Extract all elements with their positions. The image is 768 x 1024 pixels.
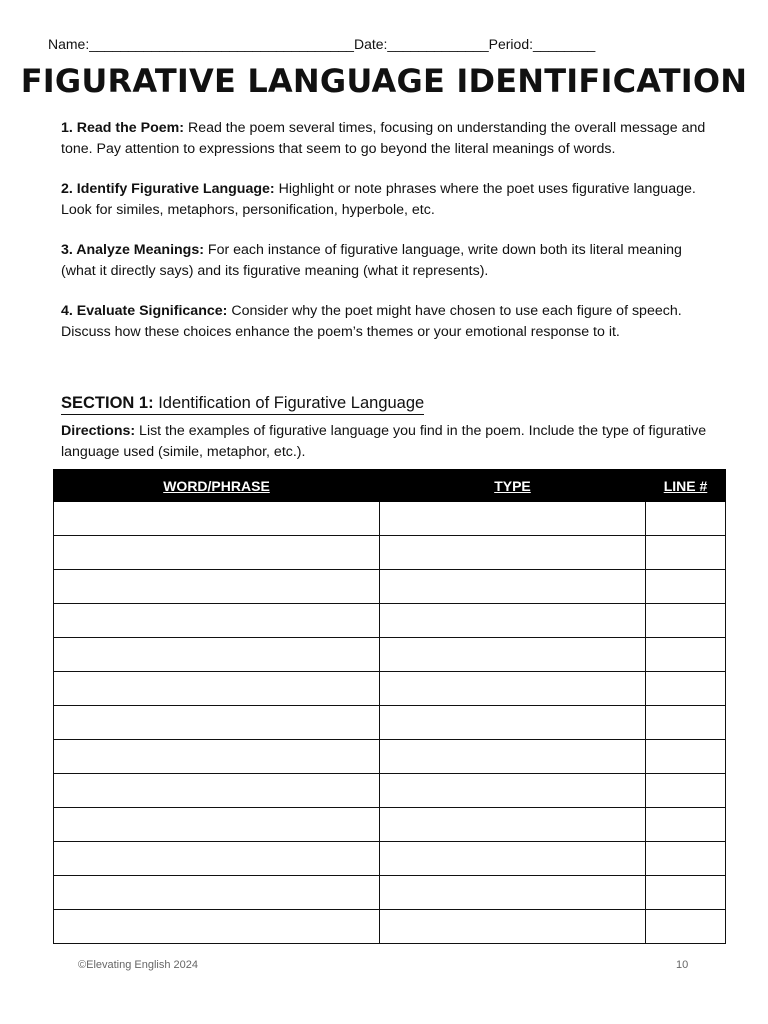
section-title-text: Identification of Figurative Language — [153, 394, 425, 412]
line-number-cell[interactable] — [646, 604, 726, 638]
table-row — [54, 842, 726, 876]
word-phrase-cell[interactable] — [54, 706, 380, 740]
line-number-cell[interactable] — [646, 740, 726, 774]
type-cell[interactable] — [380, 706, 646, 740]
table-row — [54, 604, 726, 638]
type-cell[interactable] — [380, 740, 646, 774]
word-phrase-cell[interactable] — [54, 570, 380, 604]
line-number-cell[interactable] — [646, 570, 726, 604]
type-cell[interactable] — [380, 604, 646, 638]
type-cell[interactable] — [380, 876, 646, 910]
word-phrase-cell[interactable] — [54, 842, 380, 876]
table-row — [54, 774, 726, 808]
line-number-cell[interactable] — [646, 502, 726, 536]
table-row — [54, 672, 726, 706]
step-read-poem — [61, 118, 711, 159]
column-header-line-number: LINE # — [646, 470, 726, 502]
type-cell[interactable] — [380, 502, 646, 536]
directions — [61, 421, 711, 462]
table-row — [54, 808, 726, 842]
line-number-cell[interactable] — [646, 774, 726, 808]
page-title: FIGURATIVE LANGUAGE IDENTIFICATION — [20, 62, 748, 100]
word-phrase-cell[interactable] — [54, 774, 380, 808]
step-label: 1. Read the Poem: — [61, 120, 184, 136]
instructions — [61, 118, 711, 362]
step-text: For each instance of figurative language, write down both its literal meaning (what it directly says) and its figurative meaning (what it represents). — [61, 242, 682, 279]
step-text: Highlight or note phrases where the poet uses figurative language. Look for similes, metaphors, personification, hyperbole, etc. — [61, 181, 696, 218]
line-number-cell[interactable] — [646, 808, 726, 842]
step-label: 2. Identify Figurative Language: — [61, 181, 275, 197]
step-evaluate — [61, 301, 711, 342]
directions-text: List the examples of figurative language you find in the poem. Include the type of figurative language used (simile, metaphor, etc.). — [61, 423, 707, 460]
page-number: 10 — [676, 959, 689, 971]
type-cell[interactable] — [380, 570, 646, 604]
line-number-cell[interactable] — [646, 842, 726, 876]
line-number-cell[interactable] — [646, 910, 726, 944]
type-cell[interactable] — [380, 842, 646, 876]
word-phrase-cell[interactable] — [54, 808, 380, 842]
table-row — [54, 876, 726, 910]
section-heading — [61, 394, 424, 415]
step-label: 4. Evaluate Significance: — [61, 303, 228, 319]
word-phrase-cell[interactable] — [54, 672, 380, 706]
step-label: 3. Analyze Meanings: — [61, 242, 204, 258]
type-cell[interactable] — [380, 808, 646, 842]
word-phrase-cell[interactable] — [54, 536, 380, 570]
type-cell[interactable] — [380, 672, 646, 706]
table-header-row — [54, 470, 726, 502]
line-number-cell[interactable] — [646, 536, 726, 570]
word-phrase-cell[interactable] — [54, 638, 380, 672]
student-info-line[interactable]: Name:__________________________________Date:_____________Period:________ — [48, 36, 596, 52]
table-row — [54, 740, 726, 774]
table-row — [54, 536, 726, 570]
step-identify — [61, 179, 711, 220]
line-number-cell[interactable] — [646, 638, 726, 672]
step-text: Consider why the poet might have chosen to use each figure of speech. Discuss how these choices enhance the poem’s themes or your emotional response to it. — [61, 303, 682, 340]
word-phrase-cell[interactable] — [54, 604, 380, 638]
type-cell[interactable] — [380, 774, 646, 808]
line-number-cell[interactable] — [646, 876, 726, 910]
table-row — [54, 570, 726, 604]
word-phrase-cell[interactable] — [54, 910, 380, 944]
line-number-cell[interactable] — [646, 706, 726, 740]
table-row — [54, 638, 726, 672]
table-row — [54, 502, 726, 536]
word-phrase-cell[interactable] — [54, 876, 380, 910]
step-analyze — [61, 240, 711, 281]
word-phrase-cell[interactable] — [54, 502, 380, 536]
type-cell[interactable] — [380, 536, 646, 570]
table-row — [54, 910, 726, 944]
type-cell[interactable] — [380, 910, 646, 944]
copyright-notice: ©Elevating English 2024 — [78, 959, 199, 971]
column-header-type: TYPE — [380, 470, 646, 502]
type-cell[interactable] — [380, 638, 646, 672]
word-phrase-cell[interactable] — [54, 740, 380, 774]
column-header-word-phrase: WORD/PHRASE — [54, 470, 380, 502]
table-row — [54, 706, 726, 740]
directions-label: Directions: — [61, 423, 136, 439]
figurative-language-table — [53, 469, 726, 944]
line-number-cell[interactable] — [646, 672, 726, 706]
section-label: SECTION 1: — [61, 394, 154, 412]
step-text: Read the poem several times, focusing on understanding the overall message and tone. Pay attention to expressions that seem to go beyond the literal meanings of words. — [61, 120, 706, 157]
